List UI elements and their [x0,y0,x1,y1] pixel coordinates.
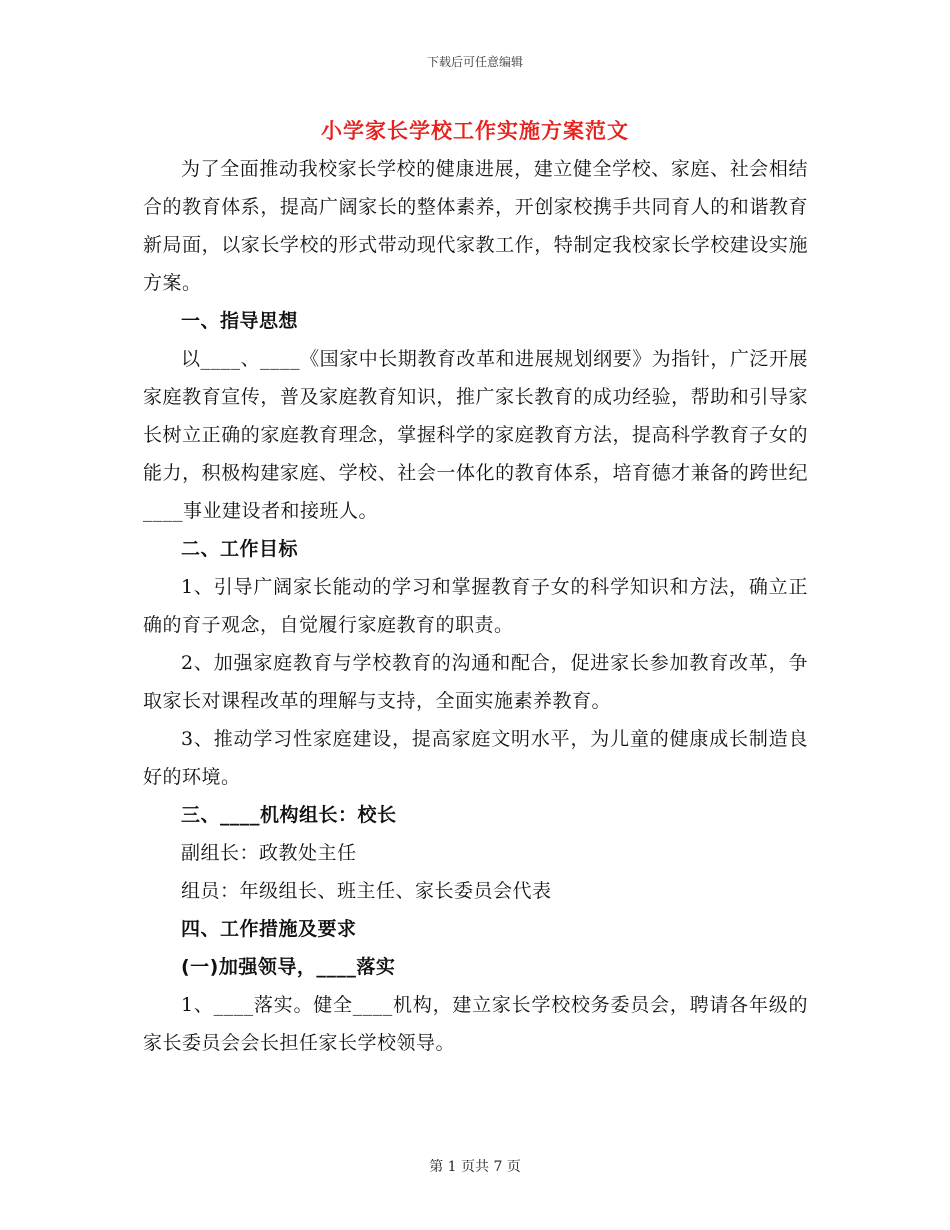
page-number: 第 1 页共 7 页 [429,1159,521,1175]
section-heading-organization: 三、____机构组长：校长 [181,804,397,826]
work-goal-item-3: 3、推动学习性家庭建设，提高家庭文明水平，为儿童的健康成长制造良好的环境。 [143,728,808,788]
document-body [143,150,808,1062]
subsection-heading-leadership: (一)加强领导，____落实 [181,956,396,978]
page-header-note: 下载后可任意编辑 [426,55,523,69]
measure-item-1: 1、____落实。健全____机构，建立家长学校校务委员会，聘请各年级的家长委员会会长担任家长学校领导。 [143,994,808,1054]
organization-deputy-leader: 副组长：政教处主任 [181,842,357,864]
guiding-ideology-paragraph: 以____、____《国家中长期教育改革和进展规划纲要》为指针，广泛开展家庭教育宣传，普及家庭教育知识，推广家长教育的成功经验，帮助和引导家长树立正确的家庭教育理念，掌握科学的家庭教育方法，提高科学教育子女的能力，积极构建家庭、学校、社会一体化的教育体系，培育德才兼备的跨世纪____事业建设者和接班人。 [143,348,808,522]
section-heading-guiding-ideology: 一、指导思想 [181,310,299,332]
organization-members: 组员：年级组长、班主任、家长委员会代表 [181,880,552,902]
section-heading-work-goals: 二、工作目标 [181,538,299,560]
work-goal-item-1: 1、引导广阔家长能动的学习和掌握教育子女的科学知识和方法，确立正确的育子观念，自觉履行家庭教育的职责。 [143,576,808,636]
section-heading-measures: 四、工作措施及要求 [181,918,357,940]
document-title: 小学家长学校工作实施方案范文 [321,119,629,143]
intro-paragraph: 为了全面推动我校家长学校的健康进展，建立健全学校、家庭、社会相结合的教育体系，提高广阔家长的整体素养，开创家校携手共同育人的和谐教育新局面，以家长学校的形式带动现代家教工作，特制定我校家长学校建设实施方案。 [143,158,808,294]
work-goal-item-2: 2、加强家庭教育与学校教育的沟通和配合，促进家长参加教育改革，争取家长对课程改革的理解与支持，全面实施素养教育。 [143,652,808,712]
